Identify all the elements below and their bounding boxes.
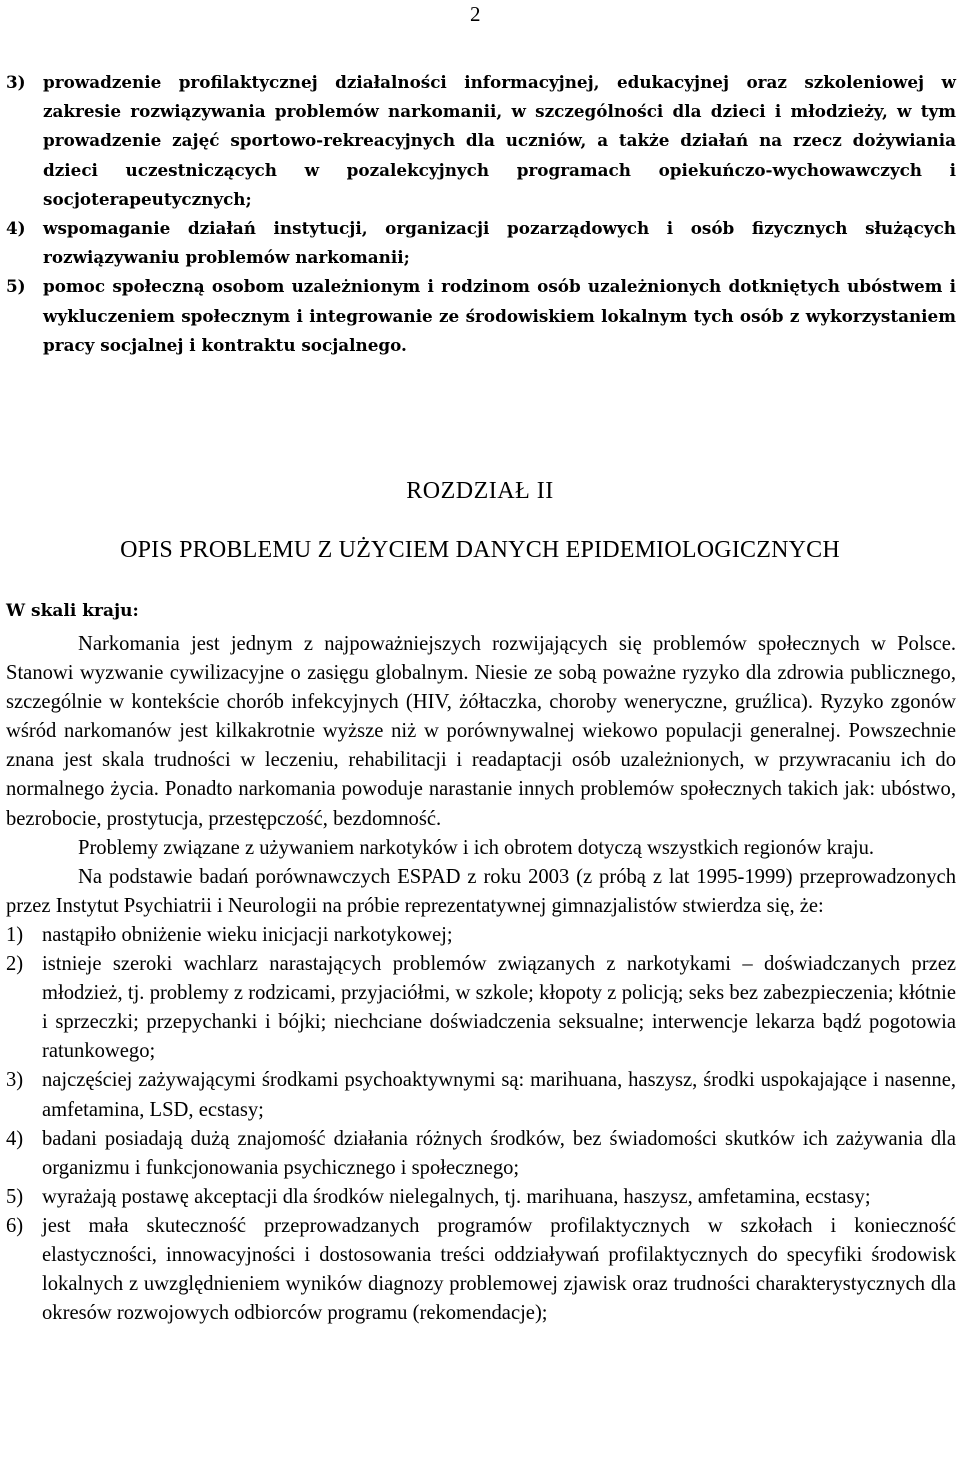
list-item — [6, 272, 956, 360]
list-item-number: 3) — [6, 72, 26, 92]
list-item — [6, 1066, 956, 1124]
section-heading: W skali kraju: — [6, 601, 139, 621]
paragraph: Problemy związane z używaniem narkotyków i ich obrotem dotyczą wszystkich regionów kraju. — [78, 836, 875, 859]
page-number: 2 — [470, 2, 481, 26]
chapter-subtitle: OPIS PROBLEMU Z UŻYCIEM DANYCH EPIDEMIOLOGICZNYCH — [120, 537, 840, 563]
paragraph: Narkomania jest jednym z najpoważniejszych rozwijających się problemów społecznych w Polsce. Stanowi wyzwanie cywilizacyjne o zasięgu globalnym. Niesie ze sobą poważne ryzyko dla zdrowia publicznego, szczególnie w kontekście chorób infekcyjnych (HIV, żółtaczka, choroby weneryczne, gruźlica). Ryzyko zgonów wśród narkomanów jest kilkakrotnie wyższe niż w porównywalnej wiekowo populacji generalnej. Powszechnie znana jest skala trudności w leczeniu, rehabilitacji i readaptacji osób uzależnionych, w przywracaniu ich do normalnego życia. Ponadto narkomania powoduje narastanie innych problemów społecznych takich jak: ubóstwo, bezrobocie, prostytucja, przestępczość, bezdomność. — [6, 633, 956, 830]
list-item — [6, 950, 956, 1066]
list-item-number: 3) — [6, 1069, 24, 1092]
findings-list — [6, 921, 956, 1328]
list-item — [6, 1125, 956, 1183]
list-item — [6, 1183, 956, 1212]
list-item-number: 5) — [6, 1185, 24, 1208]
list-item-text: wspomaganie działań instytucji, organizacji pozarządowych i osób fizycznych służących rozwiązywaniu problemów narkomanii; — [43, 218, 956, 268]
list-item — [6, 214, 956, 272]
paragraph: Na podstawie badań porównawczych ESPAD z roku 2003 (z próbą z lat 1995-1999) przeprowadzonych przez Instytut Psychiatrii i Neurologii na próbie reprezentatywnej gimnazjalistów stwierdza się, że: — [6, 865, 956, 917]
list-item-text: istnieje szeroki wachlarz narastających problemów związanych z narkotykami – doświadczanych przez młodzież, tj. problemy z rodzicami, przyjaciółmi, w szkole; kłopoty z policją; seks bez zabezpieczenia; kłótnie i sprzeczki; przepychanki i bójki; niechciane doświadczenia seksualne; interwencje lekarza bądź pogotowia ratunkowego; — [42, 953, 956, 1063]
list-item-number: 4) — [6, 1127, 24, 1150]
body-text — [6, 630, 956, 1328]
list-item-text: badani posiadają dużą znajomość działania różnych środków, bez świadomości skutków ich zażywania dla organizmu i funkcjonowania psychicznego i społecznego; — [42, 1127, 956, 1179]
list-item — [6, 921, 956, 950]
list-item-number: 5) — [6, 276, 26, 297]
list-item-text: wyrażają postawę akceptacji dla środków nielegalnych, tj. marihuana, haszysz, amfetamina, ecstasy; — [42, 1185, 871, 1208]
list-item-text: nastąpiło obniżenie wieku inicjacji narkotykowej; — [42, 923, 453, 946]
task-list — [6, 68, 956, 360]
list-item-text: pomoc społeczną osobom uzależnionym i rodzinom osób uzależnionych dotkniętych ubóstwem i wykluczeniem społecznym i integrowanie ze środowiskiem lokalnym tych osób z wykorzystaniem pracy socjalnej i kontraktu socjalnego. — [43, 276, 956, 355]
list-item-number: 2) — [6, 953, 24, 976]
list-item-number: 4) — [6, 218, 26, 239]
list-item-text: jest mała skuteczność przeprowadzanych programów profilaktycznych w szkołach i konieczność elastyczności, innowacyjności i dostosowania treści oddziaływań profilaktycznych do specyfiki środowisk lokalnych z uwzględnieniem wyników diagnozy problemowej zjawisk oraz trudności charakterystycznych dla okresów rozwojowych odbiorców programu (rekomendacje); — [42, 1214, 956, 1325]
list-item-number: 6) — [6, 1214, 24, 1237]
list-item-number: 1) — [6, 923, 24, 946]
list-item — [6, 68, 956, 214]
list-item-text: najczęściej zażywającymi środkami psychoaktywnymi są: marihuana, haszysz, środki uspokajające i nasenne, amfetamina, LSD, ecstasy; — [42, 1069, 956, 1121]
list-item — [6, 1212, 956, 1328]
list-item-text: prowadzenie profilaktycznej działalności informacyjnej, edukacyjnej oraz szkoleniowej w zakresie rozwiązywania problemów narkomanii, w szczególności dla dzieci i młodzieży, w tym prowadzenie zajęć sportowo-rekreacyjnych dla uczniów, a także działań na rzecz dożywiania dzieci uczestniczących w pozalekcyjnych programach opiekuńczo-wychowawczych i socjoterapeutycznych; — [43, 72, 956, 209]
chapter-title: ROZDZIAŁ II — [406, 478, 554, 504]
